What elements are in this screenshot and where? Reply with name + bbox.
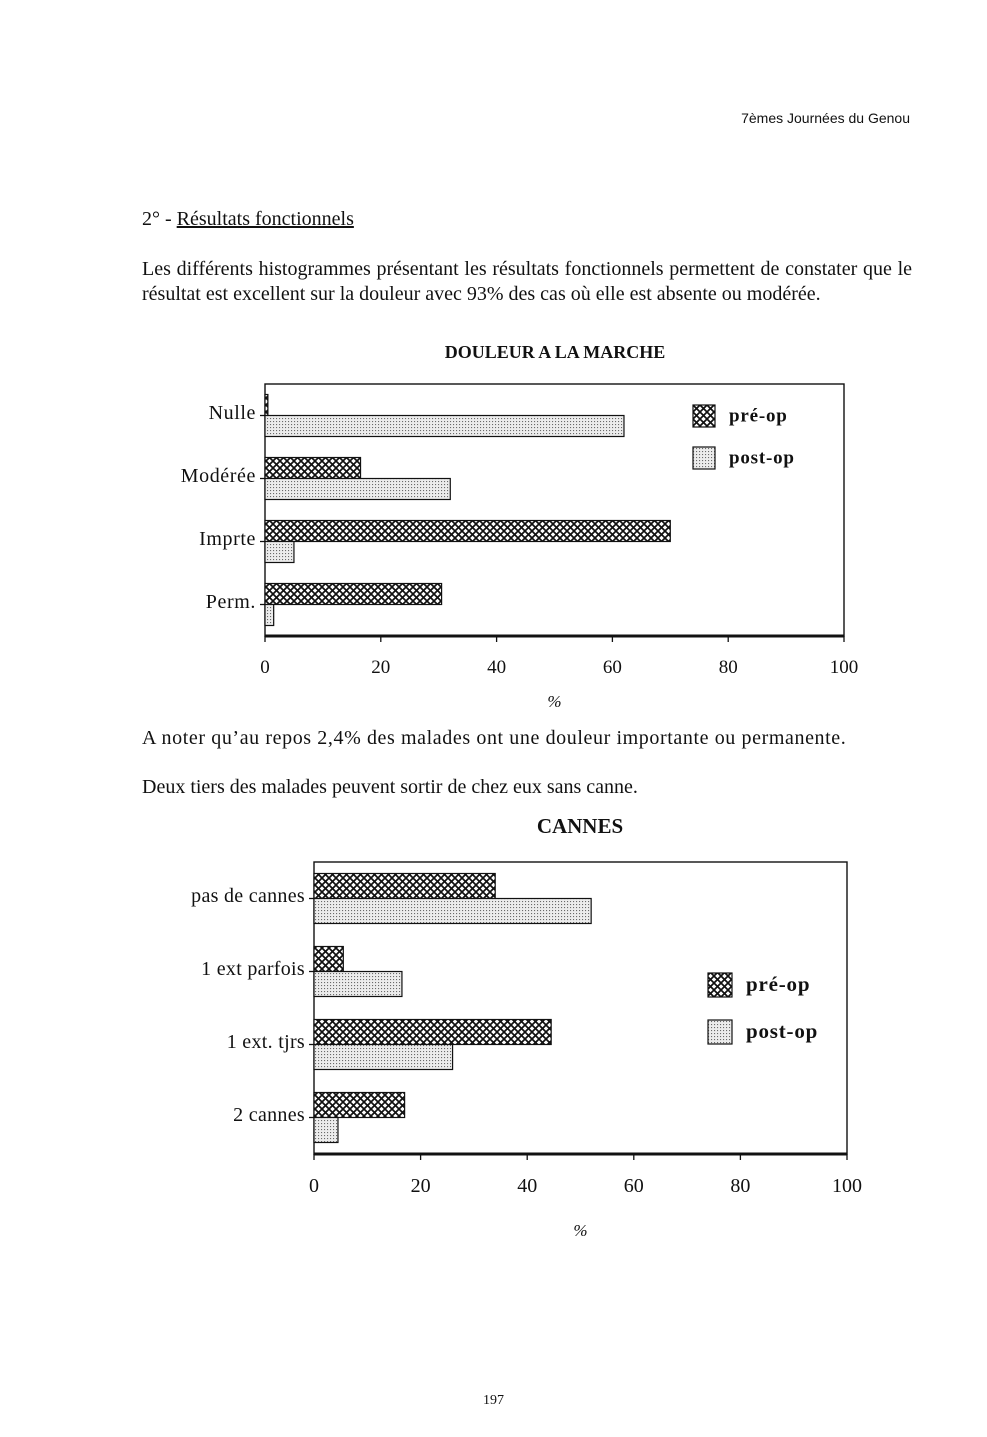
x-tick-label: 60 xyxy=(623,1175,644,1197)
bar-post-op xyxy=(314,1045,453,1070)
x-tick-label: 100 xyxy=(832,1175,862,1197)
category-label: 1 ext parfois xyxy=(201,958,305,981)
section-heading xyxy=(142,208,354,231)
bar-post-op xyxy=(265,416,624,437)
category-label: 1 ext. tjrs xyxy=(226,1031,305,1054)
bar-pre-op xyxy=(314,874,495,899)
bar-post-op xyxy=(314,899,591,924)
category-label: 2 cannes xyxy=(233,1104,305,1127)
bar-pre-op xyxy=(265,395,268,416)
x-tick-label: 80 xyxy=(730,1175,751,1197)
x-tick-label: 100 xyxy=(829,657,859,678)
pre-op-swatch-icon xyxy=(708,973,732,997)
x-tick-label: 0 xyxy=(309,1175,319,1197)
category-label: Imprte xyxy=(199,528,256,551)
bar-pre-op xyxy=(314,1093,405,1118)
section-number: 2° - xyxy=(142,208,177,230)
x-axis-label: % xyxy=(547,692,562,711)
x-tick-label: 0 xyxy=(260,657,270,678)
bar-pre-op xyxy=(265,521,670,542)
bar-post-op xyxy=(314,1118,338,1143)
bar-pre-op xyxy=(265,458,361,479)
category-label: Modérée xyxy=(180,465,256,488)
legend-label: pré-op xyxy=(729,405,788,427)
bar-pre-op xyxy=(314,1020,551,1045)
x-tick-label: 80 xyxy=(718,657,738,678)
running-header: 7èmes Journées du Genou xyxy=(741,110,910,126)
x-tick-label: 20 xyxy=(410,1175,431,1197)
post-op-swatch-icon xyxy=(693,447,715,469)
x-axis-label: % xyxy=(573,1221,588,1240)
chart-douleur-a-la-marche xyxy=(0,370,987,711)
legend-label: post-op xyxy=(729,447,795,469)
bar-post-op xyxy=(265,479,450,500)
x-tick-label: 40 xyxy=(487,657,507,678)
legend-label: pré-op xyxy=(746,971,811,996)
post-op-swatch-icon xyxy=(708,1020,732,1044)
category-label: Nulle xyxy=(208,402,256,425)
chart-cannes xyxy=(0,850,987,1250)
intro-paragraph: Les différents histogrammes présentant les résultats fonctionnels permettent de constater que le résultat est excellent sur la douleur avec 93% des cas où elle est absente ou modérée. xyxy=(142,258,912,305)
pre-op-swatch-icon xyxy=(693,405,715,427)
note-paragraph: A noter qu’au repos 2,4% des malades ont une douleur importante ou permanente. xyxy=(142,727,847,749)
chart-title-cannes: CANNES xyxy=(536,814,624,838)
legend-label: post-op xyxy=(746,1018,819,1043)
bar-post-op xyxy=(265,542,294,563)
x-tick-label: 20 xyxy=(371,657,391,678)
bar-pre-op xyxy=(265,584,442,605)
category-label: pas de cannes xyxy=(191,885,305,908)
section-title: Résultats fonctionnels xyxy=(176,208,354,230)
x-tick-label: 60 xyxy=(602,657,622,678)
bar-post-op xyxy=(314,972,402,997)
category-label: Perm. xyxy=(205,591,256,614)
bar-pre-op xyxy=(314,947,343,972)
note-paragraph-2: Deux tiers des malades peuvent sortir de chez eux sans canne. xyxy=(142,776,638,798)
page-number: 197 xyxy=(483,1393,504,1408)
bar-post-op xyxy=(265,605,274,626)
chart-title-douleur: DOULEUR A LA MARCHE xyxy=(444,342,666,362)
x-tick-label: 40 xyxy=(517,1175,538,1197)
